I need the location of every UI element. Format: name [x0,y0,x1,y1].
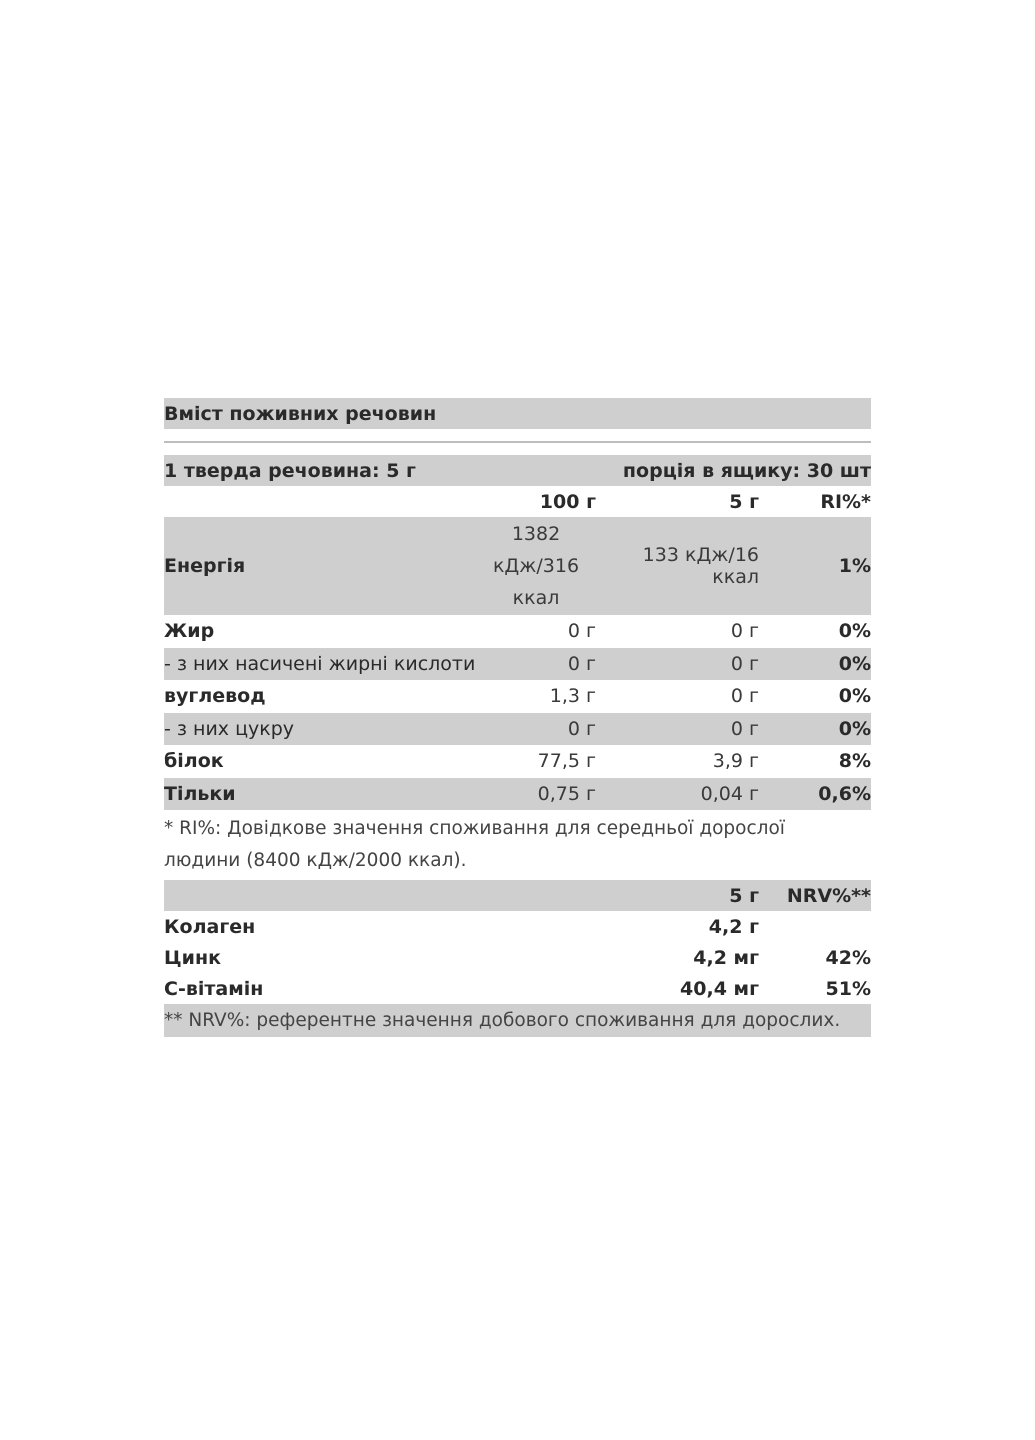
column-header-ri: RI%* [820,490,871,513]
nrv-5g: 4,2 г [708,915,759,938]
energy-100g-line1: 1382 [511,523,561,545]
nutrient-5g: 0 г [730,717,759,740]
nrv-5g: 40,4 мг [680,977,759,1000]
nrv-label: Цинк [164,946,221,969]
nutrient-label: вуглевод [164,685,266,708]
nrv-label: Колаген [164,915,256,938]
nutrient-100g: 0 г [567,717,596,740]
table-row [164,911,871,942]
nrv-percent: 51% [825,977,871,1000]
nutrient-ri: 0% [838,717,871,740]
ri-footnote [164,810,871,880]
serving-size: 1 тверда речовина: 5 г [164,459,416,482]
servings-per-box: порція в ящику: 30 шт [622,459,871,482]
energy-100g-line3: ккал [512,587,560,609]
nutrient-5g: 3,9 г [712,750,759,773]
nutrient-ri: 8% [838,750,871,773]
energy-ri: 1% [838,555,871,577]
nutrient-ri: 0% [838,620,871,643]
energy-label: Енергія [164,555,246,577]
column-header-5g: 5 г [729,490,759,513]
ri-footnote-line2: людини (8400 кДж/2000 ккал). [164,850,467,871]
serving-row [164,455,871,486]
ri-footnote-line1: * RI%: Довідкове значення споживання для середньої дорослої [164,818,785,839]
nutrient-100g: 77,5 г [537,750,596,773]
energy-100g-line2: кДж/316 [492,555,580,577]
nutrient-5g: 0,04 г [700,782,759,805]
table-title: Вміст поживних речовин [164,402,437,425]
nutrition-table [164,398,871,1037]
nutrient-5g: 0 г [730,685,759,708]
table-row [164,778,871,811]
nrv-header-row [164,880,871,911]
table-title-row [164,398,871,429]
table-row [164,942,871,973]
nutrient-100g: 0 г [567,652,596,675]
nutrient-label: Жир [164,620,215,643]
nrv-header-5g: 5 г [729,884,759,907]
nutrient-5g: 0 г [730,652,759,675]
energy-row [164,517,871,615]
table-row [164,745,871,778]
nrv-label: С-вітамін [164,977,264,1000]
nutrient-label: - з них насичені жирні кислоти [164,652,476,675]
table-row [164,680,871,713]
nutrient-label: білок [164,750,224,773]
nrv-footnote-text: ** NRV%: референтне значення добового споживання для дорослих. [164,1010,841,1031]
column-header-row [164,486,871,517]
column-header-100g: 100 г [539,490,596,513]
nutrient-label: Тільки [164,782,236,805]
nutrient-5g: 0 г [730,620,759,643]
energy-100g [476,518,596,614]
table-row [164,973,871,1004]
table-row [164,615,871,648]
divider [164,441,871,443]
nutrient-label: - з них цукру [164,717,295,740]
nutrient-100g: 1,3 г [549,685,596,708]
nutrient-100g: 0 г [567,620,596,643]
table-row [164,713,871,746]
nrv-5g: 4,2 мг [693,946,759,969]
nutrient-ri: 0,6% [818,782,871,805]
nrv-percent: 42% [825,946,871,969]
nrv-footnote [164,1004,871,1037]
table-row [164,648,871,681]
nutrient-ri: 0% [838,685,871,708]
nrv-header-nrv: NRV%** [786,884,871,907]
nutrient-ri: 0% [838,652,871,675]
energy-5g: 133 кДж/16 ккал [642,544,759,588]
nutrient-100g: 0,75 г [537,782,596,805]
